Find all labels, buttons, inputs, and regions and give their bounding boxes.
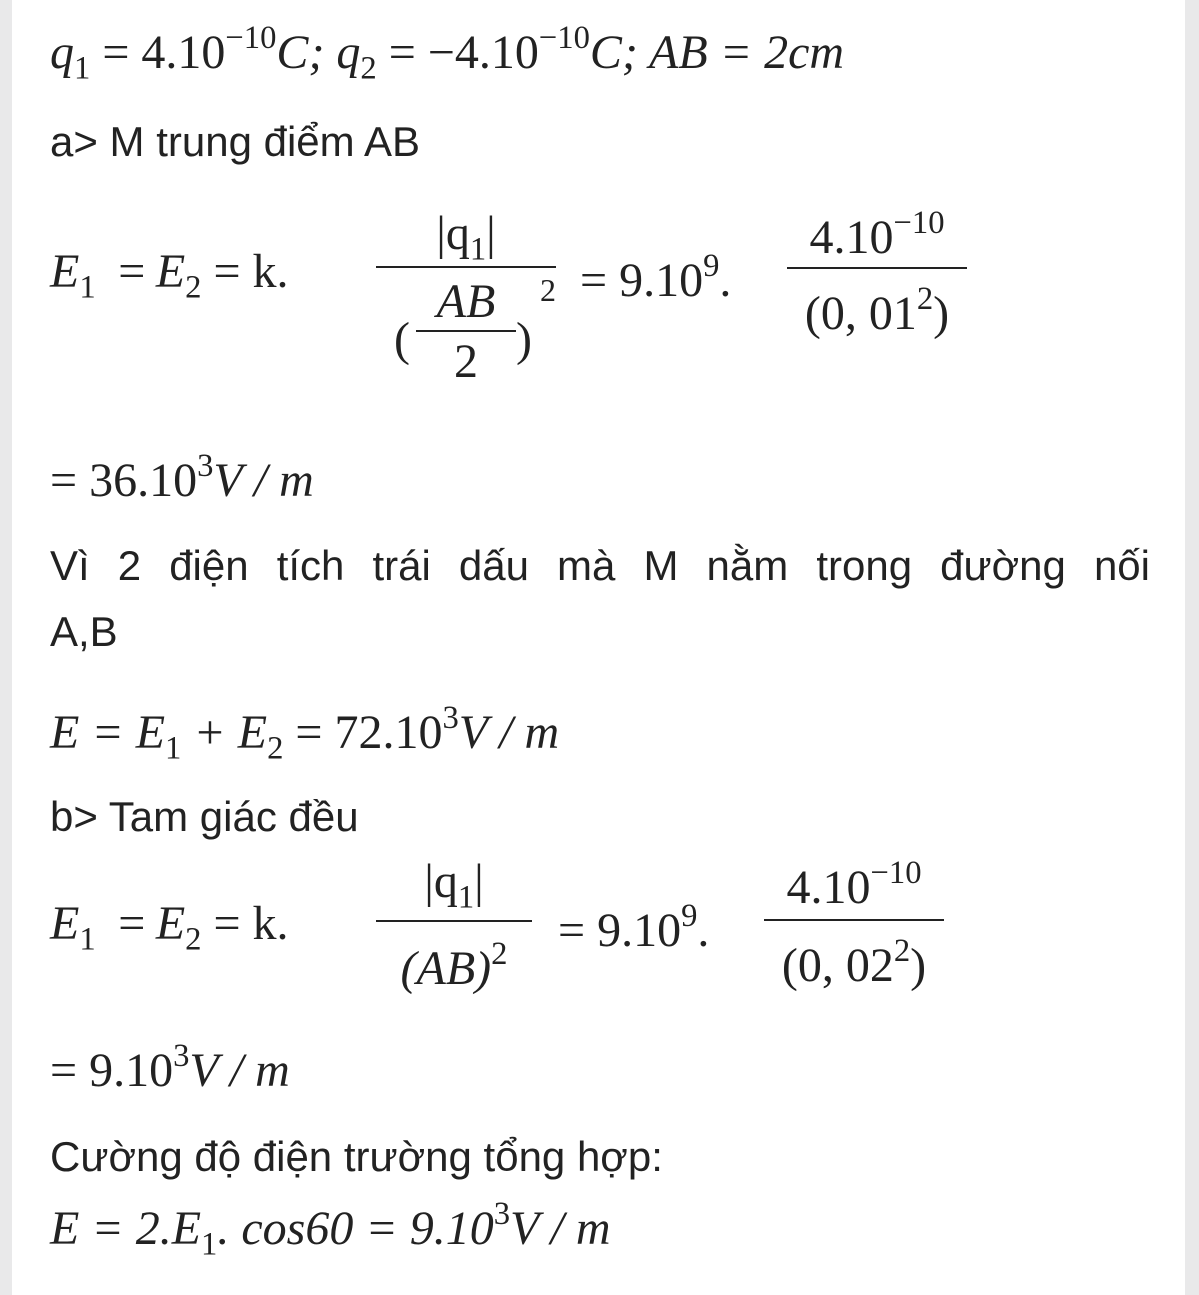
b-four-ten: 4.10 [786, 861, 871, 915]
b-abs-q1-subscript: 1 [457, 879, 475, 916]
b-result-1-unit: V / m [189, 1044, 290, 1098]
q2-unit: C; [589, 26, 650, 80]
fraction-1-numerator [376, 207, 556, 268]
part-a-fraction-1 [376, 207, 556, 418]
b-point-zero-two-exponent: 2 [893, 933, 911, 969]
total-value: = 72.10 [283, 706, 443, 760]
ab-unit: cm [788, 26, 845, 80]
b-fraction-1-denominator [376, 920, 532, 996]
b-point-zero-two: (0, 02 [781, 939, 894, 993]
paren-close: ) [516, 313, 532, 366]
b-nine-ten: = 9.10 [558, 904, 682, 958]
e2-symbol: E [155, 245, 186, 298]
total-plus: + E [181, 706, 268, 760]
b-result-1-exponent: 3 [173, 1038, 190, 1074]
b-nine-exponent: 9 [681, 898, 698, 934]
fraction-1-denominator [376, 268, 556, 418]
total-exponent: 3 [442, 700, 459, 736]
e2-subscript: 2 [185, 269, 202, 306]
ab-over-2 [416, 275, 516, 388]
q1-exponent: −10 [225, 20, 277, 56]
b-fraction-1-numerator [376, 855, 532, 920]
part-a-heading: a> M trung điểm AB [50, 118, 421, 165]
total-sub-2: 2 [267, 730, 284, 767]
nine-ten: = 9.10 [580, 254, 704, 308]
given-line [50, 22, 844, 85]
abs-q1-open: |q [436, 207, 470, 260]
b-ab-exponent: 2 [491, 936, 508, 972]
point-zero-one-exponent: 2 [916, 281, 934, 317]
two-denominator: 2 [454, 335, 478, 388]
part-b-result-1 [50, 1038, 290, 1098]
part-b-total [50, 1198, 610, 1261]
ab-value: AB = 2 [649, 26, 789, 80]
q1-symbol: q [50, 26, 74, 80]
e1-subscript: 1 [79, 269, 96, 306]
b-result-1-value: = 9.10 [50, 1044, 174, 1098]
result-1-unit: V / m [213, 454, 314, 508]
part-b-middle [558, 898, 710, 958]
fraction-2-numerator [787, 205, 967, 267]
b-e2-symbol: E [155, 897, 186, 950]
abs-q1-close: | [486, 207, 496, 260]
part-a-fraction-2 [787, 205, 967, 341]
part-b-fraction-2 [764, 855, 944, 993]
part-a-result-1 [50, 448, 314, 508]
ab-numerator: AB [436, 275, 496, 328]
q2-subscript: 2 [360, 50, 377, 87]
four-ten: 4.10 [809, 211, 894, 265]
b-total-exponent: 3 [493, 1196, 511, 1232]
part-a-lhs [50, 245, 289, 306]
b-total-unit: V / m [510, 1202, 611, 1256]
b-ab-squared-base: (AB) [400, 942, 492, 996]
part-b-total-label: Cường độ điện trường tổng hợp: [50, 1133, 663, 1180]
part-a-explanation-line-2: A,B [50, 608, 118, 655]
b-total-lhs: E = 2.E [50, 1202, 202, 1256]
part-b-fraction-1 [376, 855, 532, 996]
equals-sign: = [118, 245, 146, 298]
b-e1-symbol: E [50, 897, 80, 950]
part-a-middle [580, 248, 732, 308]
result-1-exponent: 3 [197, 448, 214, 484]
b-fraction-2-close-paren: ) [910, 939, 927, 993]
b-abs-q1-close: | [474, 855, 484, 908]
q2-exponent: −10 [538, 20, 590, 56]
document-page [12, 0, 1185, 1295]
e1-symbol: E [50, 245, 80, 298]
part-a-explanation-line-1: Vì 2 điện tích trái dấu mà M nằm trong đường nối [50, 542, 1150, 589]
b-total-sub-1: 1 [201, 1226, 218, 1263]
q1-subscript: 1 [74, 50, 91, 87]
part-b-heading: b> Tam giác đều [50, 793, 359, 840]
paren-open: ( [394, 313, 410, 366]
four-ten-exponent: −10 [893, 205, 945, 241]
q1-value: = 4.10 [102, 26, 226, 80]
q1-unit: C; [276, 26, 337, 80]
q2-value: = −4.10 [388, 26, 539, 80]
point-zero-one: (0, 01 [804, 287, 917, 341]
b-multiply-dot: . [697, 904, 710, 958]
b-k-constant: = k. [213, 897, 289, 950]
q2-symbol: q [336, 26, 361, 80]
b-equals-sign: = [118, 897, 146, 950]
total-sub-1: 1 [165, 730, 182, 767]
b-fraction-2-denominator [764, 919, 944, 993]
paren-exponent: 2 [540, 272, 556, 308]
total-unit: V / m [458, 706, 560, 760]
b-four-ten-exponent: −10 [870, 855, 922, 891]
fraction-2-close-paren: ) [933, 287, 950, 341]
part-b-lhs [50, 897, 289, 958]
part-a-total [50, 702, 559, 765]
fraction-2-denominator [787, 267, 967, 341]
b-fraction-2-numerator [764, 855, 944, 919]
k-constant: = k. [213, 245, 289, 298]
b-e2-subscript: 2 [185, 921, 202, 958]
total-lhs: E = E [50, 706, 166, 760]
result-1-value: = 36.10 [50, 454, 198, 508]
multiply-dot: . [719, 254, 732, 308]
nine-exponent: 9 [703, 248, 720, 284]
b-total-rest: . cos60 = 9.10 [217, 1202, 494, 1256]
b-abs-q1-open: |q [424, 855, 458, 908]
abs-q1-subscript: 1 [469, 231, 487, 268]
b-e1-subscript: 1 [79, 921, 96, 958]
